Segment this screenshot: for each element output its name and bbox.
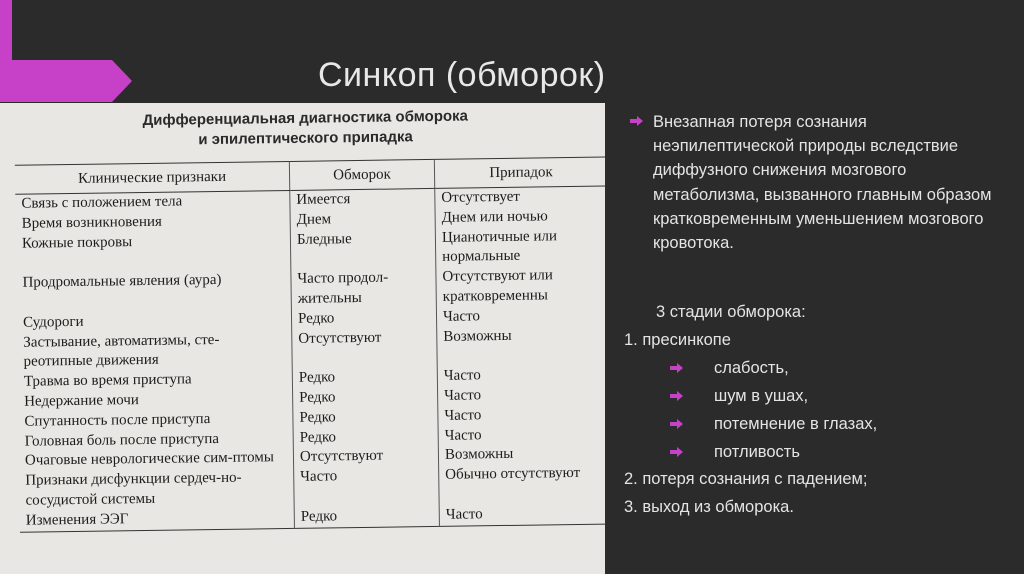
table-cell: Часто bbox=[438, 384, 605, 406]
arrow-bullet-icon bbox=[628, 115, 644, 127]
stage-2: 2. потеря сознания с падением; bbox=[624, 470, 868, 488]
table-cell: Цианотичные или нормальные bbox=[435, 226, 605, 268]
stage-1-item bbox=[714, 443, 800, 462]
table-cell: Возможны bbox=[437, 325, 605, 367]
table-cell: Часто bbox=[438, 424, 605, 446]
document-heading bbox=[95, 106, 516, 152]
title-accent-arrow bbox=[112, 60, 132, 102]
accent-stripe bbox=[0, 0, 12, 60]
arrow-bullet-icon bbox=[668, 446, 684, 458]
table-cell: Отсутствуют bbox=[293, 446, 438, 468]
table-cell: Имеется bbox=[290, 188, 435, 210]
title-accent-bar bbox=[0, 60, 112, 102]
table-cell: Часто bbox=[436, 305, 605, 327]
stage-1: 1. пресинкопе bbox=[624, 331, 731, 349]
table-cell: Днем или ночью bbox=[435, 206, 605, 228]
table-cell: Головная боль после приступа bbox=[24, 430, 220, 450]
stage-1-item-text: потливость bbox=[714, 443, 800, 461]
document-heading-line-2: и эпилептического припадка bbox=[198, 128, 413, 149]
table-cell: Часто продол-жительны bbox=[291, 268, 437, 310]
table-cell: Редко bbox=[293, 426, 438, 448]
table-cell: Редко bbox=[291, 308, 436, 330]
column-header: Припадок bbox=[434, 157, 605, 188]
table-cell: Редко bbox=[294, 506, 439, 528]
stages-title: 3 стадии обморока: bbox=[656, 303, 806, 321]
column-header: Клинические признаки bbox=[15, 161, 290, 194]
table-cell: Часто bbox=[437, 365, 605, 387]
table-cell: Редко bbox=[293, 407, 438, 429]
table-cell: Признаки дисфункции сердеч-но-сосудистой системы bbox=[25, 469, 242, 509]
stage-1-item-text: слабость, bbox=[714, 359, 789, 377]
slide-title: Синкоп (обморок) bbox=[318, 56, 606, 94]
document-photo bbox=[0, 103, 605, 574]
table-cell: Днем bbox=[290, 209, 435, 231]
table-cell: Отсутствует bbox=[435, 186, 605, 209]
table-cell: Очаговые неврологические сим-птомы bbox=[24, 449, 275, 470]
arrow-bullet-icon bbox=[668, 362, 684, 374]
table-cell: Спутанность после приступа bbox=[24, 410, 211, 430]
table-cell: Отсутствуют bbox=[292, 328, 438, 370]
diagnosis-table bbox=[15, 157, 605, 533]
table-row bbox=[16, 266, 605, 314]
intro-paragraph bbox=[628, 110, 1008, 255]
stage-1-item bbox=[714, 387, 808, 406]
table-cell: Редко bbox=[293, 387, 438, 409]
table-cell: Отсутствуют или кратковременны bbox=[436, 266, 605, 308]
arrow-bullet-icon bbox=[668, 418, 684, 430]
table-cell: Часто bbox=[438, 404, 605, 426]
document-heading-line-1: Дифференциальная диагностика обморока bbox=[142, 107, 469, 130]
table-cell: Часто bbox=[294, 466, 440, 508]
stage-1-item bbox=[714, 359, 789, 378]
table-cell: Часто bbox=[439, 503, 605, 526]
table-cell: Застывание, автоматизмы, сте-реотипные движения bbox=[23, 331, 220, 371]
table-cell: Время возникновения bbox=[21, 213, 162, 232]
table-cell: Бледные bbox=[290, 229, 436, 271]
intro-text: Внезапная потеря сознания неэпилептической природы вследствие диффузного снижения мозгового метаболизма, вызванного главным образом кратковременным уменьшением мозгового кровотока. bbox=[653, 113, 992, 253]
stage-3: 3. выход из обморока. bbox=[624, 498, 794, 516]
table-cell: Судороги bbox=[22, 313, 84, 331]
stage-1-item-text: потемнение в глазах, bbox=[714, 415, 878, 433]
table-cell: Недержание мочи bbox=[24, 392, 140, 410]
table-cell: Продромальные явления (аура) bbox=[22, 272, 222, 291]
arrow-bullet-icon bbox=[668, 390, 684, 402]
table-cell: Кожные покровы bbox=[21, 233, 133, 252]
column-header: Обморок bbox=[289, 159, 434, 190]
stage-1-item bbox=[714, 415, 877, 434]
table-cell: Редко bbox=[292, 367, 437, 389]
stage-1-item-text: шум в ушах, bbox=[714, 387, 809, 405]
table-cell: Возможны bbox=[438, 444, 605, 466]
table-cell: Травма во время приступа bbox=[23, 371, 192, 390]
table-cell: Обычно отсутствуют bbox=[439, 464, 605, 506]
table-cell: Связь с положением тела bbox=[21, 193, 183, 212]
table-cell: Изменения ЭЭГ bbox=[20, 508, 295, 532]
